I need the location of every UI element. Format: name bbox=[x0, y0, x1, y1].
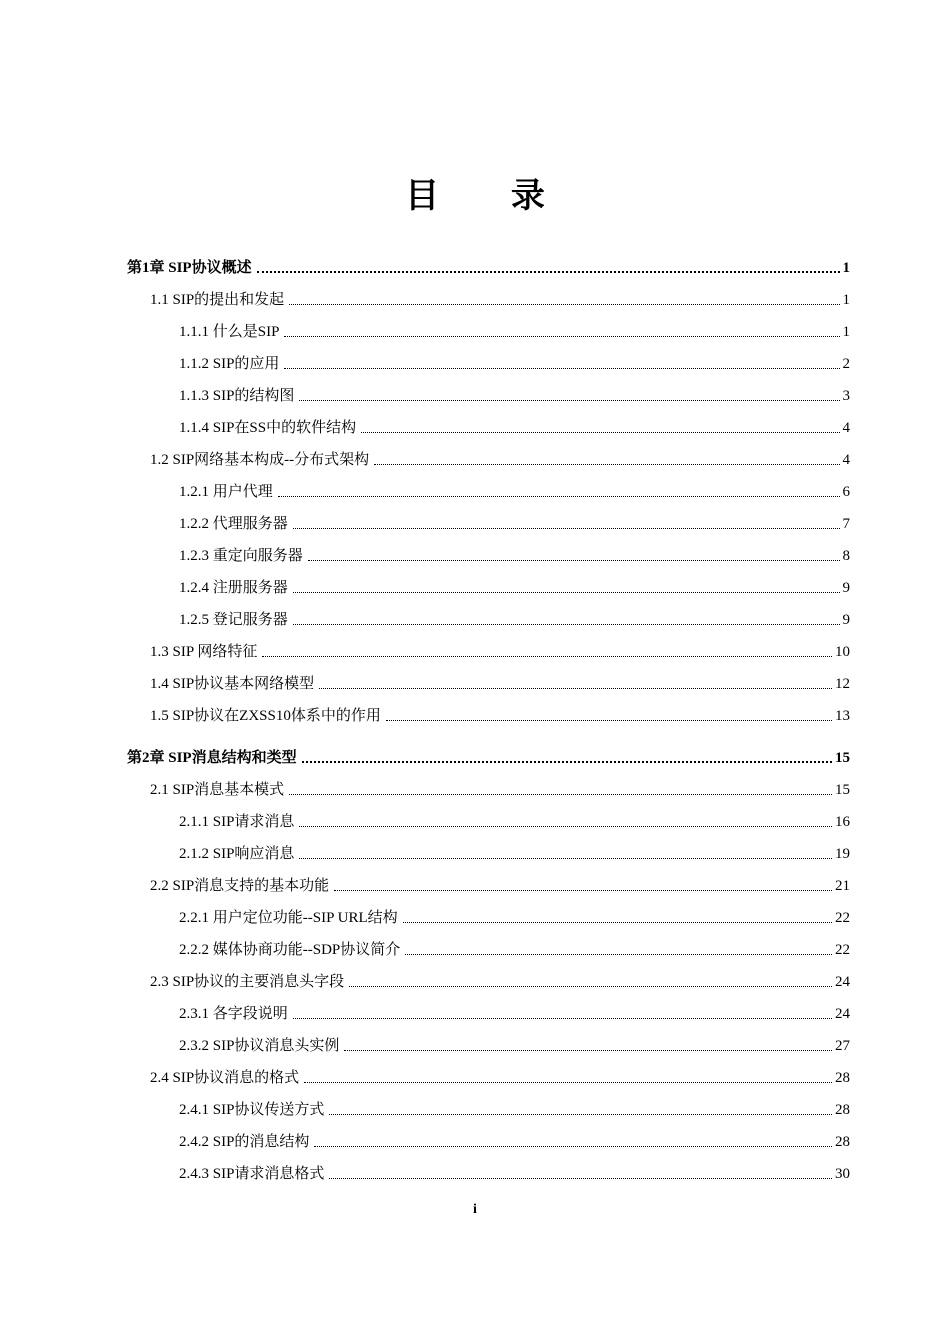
toc-entry-page-number: 21 bbox=[835, 878, 850, 894]
toc-dot-leader bbox=[334, 890, 832, 891]
toc-entry-label: 1.1 SIP的提出和发起 bbox=[150, 292, 285, 308]
toc-entry[interactable] bbox=[179, 508, 850, 534]
toc-entry[interactable] bbox=[179, 476, 850, 502]
toc-entry-label: 1.2.2 代理服务器 bbox=[179, 516, 288, 532]
toc-entry[interactable] bbox=[150, 668, 850, 694]
toc-entry-page-number: 22 bbox=[835, 910, 850, 926]
toc-entry[interactable] bbox=[179, 1158, 850, 1184]
toc-entry-page-number: 8 bbox=[842, 548, 850, 564]
toc-entry[interactable] bbox=[179, 1126, 850, 1152]
toc-entry-page-number: 30 bbox=[835, 1166, 850, 1182]
toc-entry-page-number: 15 bbox=[835, 750, 850, 766]
toc-entry-label: 2.4.3 SIP请求消息格式 bbox=[179, 1166, 325, 1182]
toc-entry-label: 第1章 SIP协议概述 bbox=[127, 260, 252, 276]
toc-dot-leader bbox=[361, 432, 839, 433]
toc-entry-page-number: 27 bbox=[835, 1038, 850, 1054]
toc-dot-leader bbox=[329, 1178, 832, 1179]
toc-entry-label: 2.3.2 SIP协议消息头实例 bbox=[179, 1038, 340, 1054]
toc-dot-leader bbox=[319, 688, 832, 689]
toc-entry-label: 1.1.2 SIP的应用 bbox=[179, 356, 280, 372]
toc-entry[interactable] bbox=[179, 838, 850, 864]
toc-entry-page-number: 16 bbox=[835, 814, 850, 830]
toc-entry-page-number: 24 bbox=[835, 1006, 850, 1022]
toc-entry-label: 2.2.1 用户定位功能--SIP URL结构 bbox=[179, 910, 398, 926]
toc-dot-leader bbox=[329, 1114, 832, 1115]
toc-entry-label: 1.2.1 用户代理 bbox=[179, 484, 273, 500]
toc-entry-page-number: 4 bbox=[842, 420, 850, 436]
toc-dot-leader bbox=[299, 400, 839, 401]
toc-entry-label: 2.4 SIP协议消息的格式 bbox=[150, 1070, 300, 1086]
toc-dot-leader bbox=[289, 794, 832, 795]
toc-entry-label: 2.2 SIP消息支持的基本功能 bbox=[150, 878, 330, 894]
toc-dot-leader bbox=[293, 592, 840, 593]
toc-entry-page-number: 12 bbox=[835, 676, 850, 692]
toc-entry-label: 1.2.3 重定向服务器 bbox=[179, 548, 303, 564]
toc-entry-label: 1.2.5 登记服务器 bbox=[179, 612, 288, 628]
toc-entry-page-number: 10 bbox=[835, 644, 850, 660]
toc-entry[interactable] bbox=[179, 1094, 850, 1120]
toc-entry-page-number: 1 bbox=[842, 292, 850, 308]
toc-entry[interactable] bbox=[150, 700, 850, 726]
toc-entry-label: 2.3 SIP协议的主要消息头字段 bbox=[150, 974, 345, 990]
toc-entry[interactable] bbox=[179, 380, 850, 406]
toc-entry-label: 2.1 SIP消息基本模式 bbox=[150, 782, 285, 798]
toc-entry-label: 第2章 SIP消息结构和类型 bbox=[127, 750, 297, 766]
toc-entry-label: 1.2 SIP网络基本构成--分布式架构 bbox=[150, 452, 370, 468]
toc-dot-leader bbox=[314, 1146, 832, 1147]
toc-entry-page-number: 28 bbox=[835, 1134, 850, 1150]
toc-entry[interactable] bbox=[150, 870, 850, 896]
toc-entry-label: 1.5 SIP协议在ZXSS10体系中的作用 bbox=[150, 708, 381, 724]
toc-dot-leader bbox=[293, 624, 840, 625]
toc-dot-leader bbox=[405, 954, 832, 955]
toc-entry-page-number: 1 bbox=[842, 260, 850, 276]
toc-entry-label: 2.2.2 媒体协商功能--SDP协议简介 bbox=[179, 942, 401, 958]
toc-entry-page-number: 6 bbox=[842, 484, 850, 500]
toc-entry-page-number: 22 bbox=[835, 942, 850, 958]
toc-dot-leader bbox=[262, 656, 832, 657]
toc-dot-leader bbox=[304, 1082, 832, 1083]
toc-entry-page-number: 2 bbox=[842, 356, 850, 372]
toc-entry-page-number: 24 bbox=[835, 974, 850, 990]
toc-dot-leader bbox=[344, 1050, 832, 1051]
toc-dot-leader bbox=[302, 761, 832, 763]
toc-entry[interactable] bbox=[179, 412, 850, 438]
toc-entry-label: 1.2.4 注册服务器 bbox=[179, 580, 288, 596]
toc-dot-leader bbox=[289, 304, 839, 305]
toc-entry-page-number: 19 bbox=[835, 846, 850, 862]
toc-dot-leader bbox=[278, 496, 840, 497]
toc-entry[interactable] bbox=[179, 348, 850, 374]
toc-dot-leader bbox=[299, 826, 832, 827]
toc-entry[interactable] bbox=[150, 1062, 850, 1088]
toc-entry[interactable] bbox=[179, 540, 850, 566]
toc-entry[interactable] bbox=[179, 806, 850, 832]
page-title: 目 录 bbox=[405, 176, 575, 216]
toc-entry-label: 1.3 SIP 网络特征 bbox=[150, 644, 258, 660]
toc-entry-page-number: 9 bbox=[842, 580, 850, 596]
toc-entry-label: 2.1.1 SIP请求消息 bbox=[179, 814, 295, 830]
toc-entry-label: 2.4.2 SIP的消息结构 bbox=[179, 1134, 310, 1150]
toc-entry-label: 1.1.4 SIP在SS中的软件结构 bbox=[179, 420, 357, 436]
toc-dot-leader bbox=[293, 528, 840, 529]
toc-entry[interactable] bbox=[179, 902, 850, 928]
toc-entry-label: 1.1.1 什么是SIP bbox=[179, 324, 280, 340]
toc-entry-label: 1.1.3 SIP的结构图 bbox=[179, 388, 295, 404]
toc-chapter-entry[interactable] bbox=[127, 252, 850, 278]
toc-entry-page-number: 7 bbox=[842, 516, 850, 532]
toc-entry[interactable] bbox=[150, 284, 850, 310]
toc-chapter-entry[interactable] bbox=[127, 742, 850, 768]
toc-entry[interactable] bbox=[150, 966, 850, 992]
toc-entry[interactable] bbox=[179, 316, 850, 342]
page-number: i bbox=[473, 1202, 477, 1217]
toc-dot-leader bbox=[403, 922, 832, 923]
toc-entry[interactable] bbox=[150, 444, 850, 470]
toc-entry[interactable] bbox=[150, 636, 850, 662]
toc-dot-leader bbox=[308, 560, 840, 561]
toc-dot-leader bbox=[299, 858, 832, 859]
toc-dot-leader bbox=[374, 464, 839, 465]
toc-entry-page-number: 4 bbox=[842, 452, 850, 468]
toc-entry[interactable] bbox=[179, 998, 850, 1024]
toc-entry-page-number: 1 bbox=[842, 324, 850, 340]
toc-entry-label: 2.3.1 各字段说明 bbox=[179, 1006, 288, 1022]
toc-entry[interactable] bbox=[179, 604, 850, 630]
toc-entry-page-number: 15 bbox=[835, 782, 850, 798]
toc-entry-page-number: 3 bbox=[842, 388, 850, 404]
toc-entry-label: 1.4 SIP协议基本网络模型 bbox=[150, 676, 315, 692]
toc-entry[interactable] bbox=[179, 934, 850, 960]
toc-dot-leader bbox=[284, 336, 839, 337]
toc-entry-page-number: 28 bbox=[835, 1102, 850, 1118]
toc-entry-label: 2.1.2 SIP响应消息 bbox=[179, 846, 295, 862]
toc-entry[interactable] bbox=[179, 572, 850, 598]
toc-dot-leader bbox=[284, 368, 839, 369]
toc-entry[interactable] bbox=[179, 1030, 850, 1056]
toc-dot-leader bbox=[257, 271, 840, 273]
toc-dot-leader bbox=[386, 720, 832, 721]
toc-entry-page-number: 9 bbox=[842, 612, 850, 628]
toc-entry-page-number: 13 bbox=[835, 708, 850, 724]
toc-entry-label: 2.4.1 SIP协议传送方式 bbox=[179, 1102, 325, 1118]
toc-dot-leader bbox=[293, 1018, 832, 1019]
toc-entry-page-number: 28 bbox=[835, 1070, 850, 1086]
toc-dot-leader bbox=[349, 986, 832, 987]
toc-entry[interactable] bbox=[150, 774, 850, 800]
